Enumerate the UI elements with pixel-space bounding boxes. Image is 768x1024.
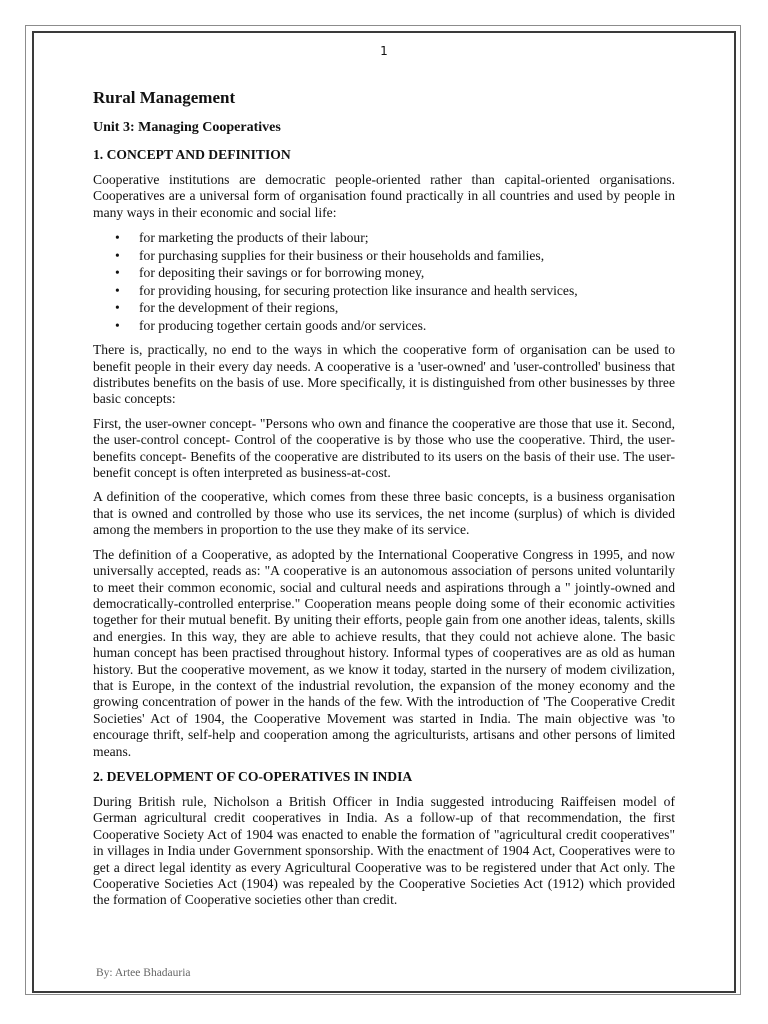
- list-item: [93, 282, 675, 300]
- list-item-text: for producing together certain goods and/or services.: [139, 317, 427, 333]
- paragraph-definition: A definition of the cooperative, which comes from these three basic concepts, is a business organisation that is owned and controlled by those who use its services, the net income (surplus) of which is divided among the members in proportion to the use they make of its service.: [93, 489, 675, 538]
- footer-author: By: Artee Bhadauria: [96, 967, 191, 979]
- list-item: [93, 247, 675, 265]
- list-item-text: for marketing the products of their labour;: [139, 230, 369, 246]
- list-item: [93, 317, 675, 335]
- list-item-text: for providing housing, for securing protection like insurance and health services,: [139, 282, 578, 298]
- bullet-icon: •: [115, 265, 120, 281]
- bullet-icon: •: [115, 230, 120, 246]
- paragraph-practical-uses: There is, practically, no end to the ways in which the cooperative form of organisation can be used to benefit people in their every day needs. A cooperative is a 'user-owned' and 'user-controlled' business that distributes benefits on the basis of use. More specifically, it is distinguished from other businesses by three basic concepts:: [93, 342, 675, 407]
- paragraph-ica-definition: The definition of a Cooperative, as adopted by the International Cooperative Congress in 1995, and now universally accepted, reads as: "A cooperative is an autonomous association of persons united voluntarily to meet their common economic, social and cultural needs and aspirations through a " jointly-owned and democratically-controlled enterprise." Cooperation means people doing some of their economic activities together for their mutual benefit. By uniting their efforts, people gain from one another ideas, talents, skills and energies. In this way, they are able to achieve results, that they could not achieve alone. The basic human concept has been practised throughout history. Informal types of cooperatives are as old as human history. But the cooperative movement, as we know it today, started in the nursery of modem civilization, that is Europe, in the context of the industrial revolution, the expansion of the money economy and the growing concentration of power in the hands of the few. With the introduction of 'The Cooperative Credit Societies' Act of 1904, the Cooperative Movement was started in India. The main objective was 'to encourage thrift, self-help and cooperation among the agriculturists, artisans and other persons of limited means.: [93, 546, 675, 759]
- document-body: [93, 87, 675, 917]
- list-item: [93, 299, 675, 317]
- list-item-text: for the development of their regions,: [139, 300, 339, 316]
- uses-bullet-list: [93, 229, 675, 334]
- bullet-icon: •: [115, 300, 120, 316]
- bullet-icon: •: [115, 247, 120, 263]
- list-item: [93, 264, 675, 282]
- list-item: [93, 229, 675, 247]
- list-item-text: for depositing their savings or for borrowing money,: [139, 265, 425, 281]
- bullet-icon: •: [115, 282, 120, 298]
- unit-title: Unit 3: Managing Cooperatives: [93, 120, 281, 135]
- list-item-text: for purchasing supplies for their business or their households and families,: [139, 247, 545, 263]
- paragraph-three-concepts: First, the user-owner concept- "Persons who own and finance the cooperative are those that use it. Second, the user-control concept- Control of the cooperative is by those who use the cooperative. Third, the user-benefits concept- Benefits of the cooperative are distributed to its users on the basis of their use. The user-benefit concept is often interpreted as business-at-cost.: [93, 415, 675, 481]
- intro-paragraph: Cooperative institutions are democratic people-oriented rather than capital-oriented organisations. Cooperatives are a universal form of organisation found practically in all countries and used by people in many ways in their economic and social life:: [93, 172, 675, 220]
- section-heading-development: 2. DEVELOPMENT OF CO-OPERATIVES IN INDIA: [93, 768, 413, 784]
- page-number: 1: [380, 44, 388, 58]
- section-heading-concept: 1. CONCEPT AND DEFINITION: [93, 147, 291, 162]
- paragraph-british-rule: During British rule, Nicholson a British Officer in India suggested introducing Raiffeisen model of German agricultural credit cooperatives in India. As a follow-up of that recommendation, the first Cooperative Society Act of 1904 was enacted to enable the formation of "agricultural credit cooperatives" in villages in India under Government sponsorship. With the enactment of 1904 Act, Cooperatives were to get a direct legal identity as every Agricultural Cooperative was to be registered under that Act only. The Cooperative Societies Act (1904) was repealed by the Cooperative Societies Act (1912) which provided the formation of Cooperative societies other than credit.: [93, 793, 675, 908]
- bullet-icon: •: [115, 317, 120, 333]
- document-title: Rural Management: [93, 88, 236, 107]
